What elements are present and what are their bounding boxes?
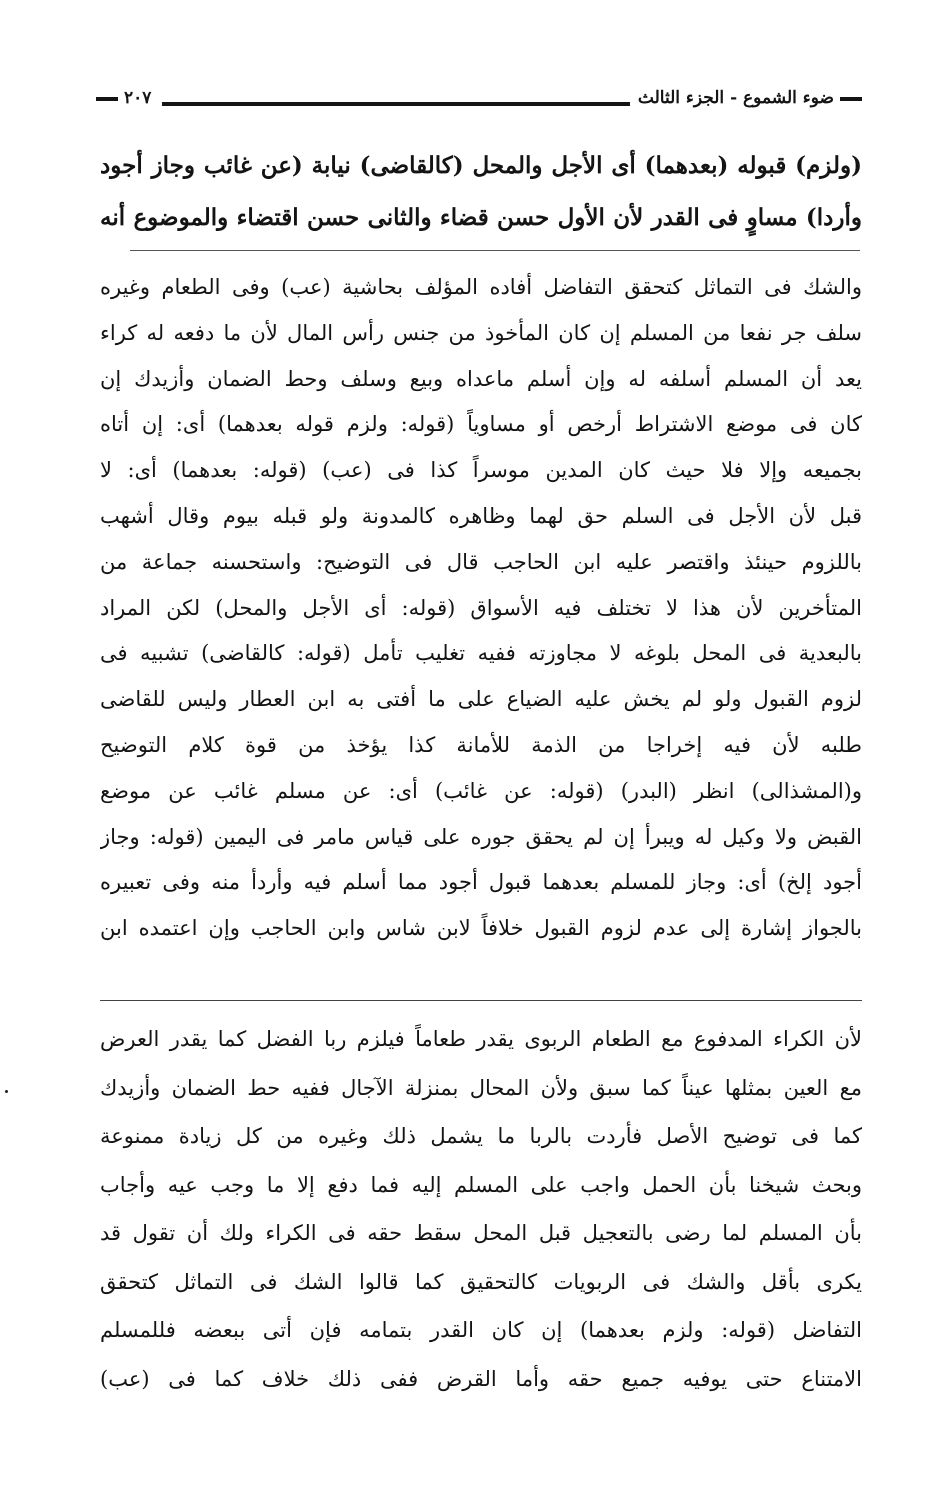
footnote-line: وبحث شيخنا بأن الحمل واجب على المسلم إليه فما دفع إلا ما وجب عيه وأجاب	[100, 1172, 862, 1197]
header-dash-left	[96, 97, 118, 101]
matn-line: (ولزم) قبوله (بعدهما) أى الأجل والمحل (كالقاضى) نيابة (عن غائب وجاز أجود	[100, 152, 862, 179]
commentary-line: باللزوم حينئذ واقتصر عليه ابن الحاجب قال فى التوضيح: واستحسنه جماعة من	[100, 549, 862, 574]
header-dash	[840, 97, 862, 101]
commentary-line: و(المشذالى) انظر (البدر) (قوله: عن غائب) أى: عن مسلم غائب عن موضع	[100, 778, 862, 803]
footnote-line: لأن الكراء المدفوع مع الطعام الربوى يقدر طعاماً فيلزم ربا الفضل كما يقدر العرض	[100, 1027, 862, 1051]
footnote-text	[100, 1015, 862, 1403]
footnote-line: الامتناع حتى يوفيه جميع حقه وأما القرض ففى ذلك خلاف كما فى (عب)	[100, 1366, 862, 1391]
page-number-text: ٢٠٧	[124, 88, 152, 108]
commentary-line: يعد أن المسلم أسلفه له وإن أسلم ماعداه وبيع وسلف وحط الضمان وأزيدك إن	[100, 366, 862, 391]
commentary-line: المتأخرين لأن هذا لا تختلف فيه الأسواق (قوله: أى الأجل والمحل) لكن المراد	[100, 595, 862, 620]
footnote-line: بأن المسلم لما رضى بالتعجيل قبل المحل سقط حقه فى الكراء ولك أن تقول قد	[100, 1221, 862, 1245]
commentary-line: كان فى موضع الاشتراط أرخص أو مساوياً (قوله: ولزم قوله بعدهما) أى: إن أتاه	[100, 412, 862, 437]
commentary-line: طلبه لأن فيه إخراجا من الذمة للأمانة كذا يؤخذ من قوة كلام التوضيح	[100, 732, 862, 757]
commentary-line: سلف جر نفعا من المسلم إن كان المأخوذ من جنس رأس المال لأن ما دفعه له كراء	[100, 320, 862, 345]
page-number	[96, 88, 151, 108]
commentary-line: القبض ولا وكيل له ويبرأ إن لم يحقق جوره على قياس مامر فى اليمين (قوله: وجاز	[100, 824, 862, 849]
commentary-line: بجميعه وإلا فلا حيث كان المدين موسراً كذا فى (عب) (قوله: بعدهما) أى: لا	[100, 458, 862, 483]
header-title	[630, 88, 862, 108]
matn-line: وأردا) مساوٍ فى القدر لأن الأول حسن قضاء والثانى حسن اقتضاء والموضوع أنه	[100, 204, 862, 231]
header-title-text: ضوء الشموع - الجزء الثالث	[637, 88, 834, 108]
footnote-line: يكرى بأقل والشك فى الربويات كالتحقيق كما قالوا الشك فى التماثل كتحقق	[100, 1269, 862, 1294]
scan-speck	[5, 1090, 8, 1093]
footnote-separator	[100, 1000, 862, 1001]
matn-separator	[130, 250, 860, 251]
commentary-line: بالجواز إشارة إلى عدم لزوم القبول خلافاً لابن شاس وابن الحاجب وإن اعتمده ابن	[100, 916, 862, 941]
header-rule	[162, 102, 630, 106]
running-header	[96, 82, 862, 122]
matn-text	[100, 140, 862, 244]
commentary-text	[100, 265, 862, 952]
commentary-line: والشك فى التماثل كتحقق التفاضل أفاده المؤلف بحاشية (عب) وفى الطعام وغيره	[100, 275, 862, 299]
footnote-line: التفاضل (قوله: ولزم بعدهما) إن كان القدر بتمامه فإن أتى ببعضه فللمسلم	[100, 1318, 862, 1342]
footnote-line: مع العين بمثلها عيناً كما سبق ولأن المحال بمنزلة الآجال ففيه حط الضمان وأزيدك	[100, 1075, 862, 1100]
footnote-line: كما فى توضيح الأصل فأردت بالربا ما يشمل ذلك وغيره من كل زيادة ممنوعة	[100, 1124, 862, 1148]
commentary-line: لزوم القبول ولو لم يخش عليه الضياع على ما أفتى به ابن العطار وليس للقاضى	[100, 687, 862, 712]
commentary-line: أجود إلخ) أى: وجاز للمسلم بعدهما قبول أجود مما أسلم فيه وأردأ منه وفى تعبيره	[100, 870, 862, 895]
commentary-line: بالبعدية فى المحل بلوغه لا مجاوزته ففيه تغليب تأمل (قوله: كالقاضى) تشبيه فى	[100, 641, 862, 666]
commentary-line: قبل لأن الأجل فى السلم حق لهما وظاهره كالمدونة ولو قبله بيوم وقال أشهب	[100, 503, 862, 528]
